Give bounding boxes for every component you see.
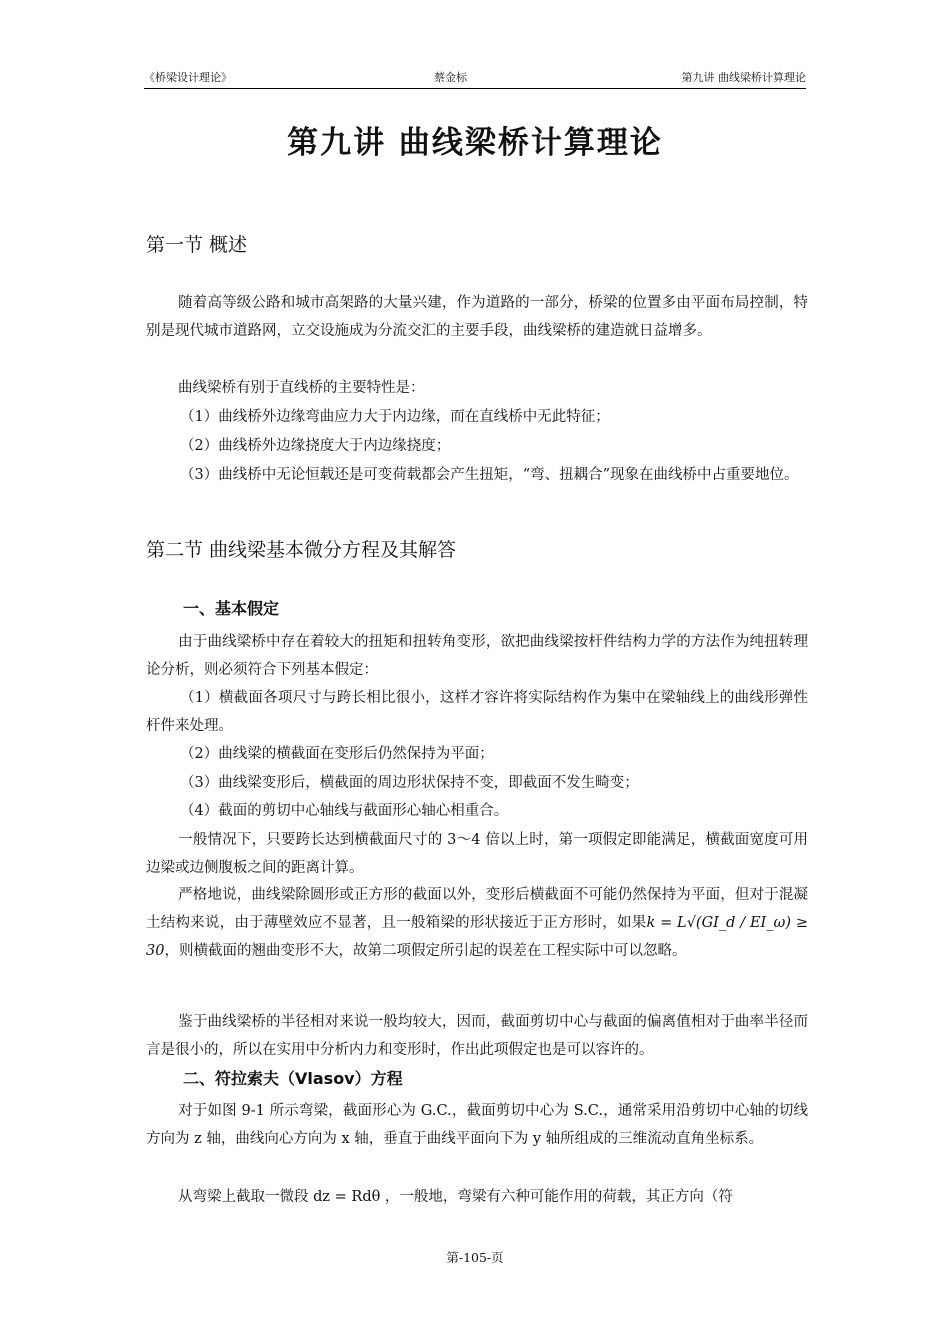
paragraph-text: 曲线梁桥有别于直线桥的主要特性是： <box>178 380 425 396</box>
paragraph-text: ，则横截面的翘曲变形不大，故第二项假定所引起的误差在工程实际中可以忽略。 <box>164 943 687 959</box>
running-header <box>144 70 806 89</box>
formula-k: k = L√(GI_d / EI_ω) ≥ 30 <box>146 915 808 959</box>
section-2-heading: 第二节 曲线梁基本微分方程及其解答 <box>146 539 457 561</box>
list-item: （1）曲线桥外边缘弯曲应力大于内边缘，而在直线桥中无此特征； <box>180 409 610 425</box>
paragraph-text: 由于曲线梁桥中存在着较大的扭矩和扭转角变形，欲把曲线梁按杆件结构力学的方法作为纯扭转理论分析，则必须符合下列基本假定： <box>146 634 808 678</box>
paragraph <box>146 628 808 684</box>
paragraph <box>146 1097 808 1153</box>
paragraph <box>146 1008 808 1064</box>
list-item: （1）横截面各项尺寸与跨长相比很小，这样才容许将实际结构作为集中在梁轴线上的曲线形弹性杆件来处理。 <box>146 690 808 734</box>
subsection-2-heading: 二、符拉索夫（Vlasov）方程 <box>183 1069 403 1088</box>
paragraph-text: 严格地说，曲线梁除圆形或正方形的截面以外，变形后横截面不可能仍然保持为平面，但对于混凝土结构来说，由于薄壁效应不显著，且一般箱梁的形状接近于正方形时，如果 <box>146 887 808 931</box>
paragraph <box>146 374 808 402</box>
page-number: 第-105-页 <box>446 1250 504 1265</box>
header-book-title: 《桥梁设计理论》 <box>144 71 232 84</box>
paragraph-text: 随着高等级公路和城市高架路的大量兴建，作为道路的一部分，桥梁的位置多由平面布局控制，特别是现代城市道路网，立交设施成为分流交汇的主要手段，曲线梁桥的建造就日益增多。 <box>146 295 808 339</box>
subsection-1-heading: 一、基本假定 <box>183 599 280 618</box>
paragraph <box>146 881 808 965</box>
list-item: （3）曲线梁变形后，横截面的周边形状保持不变，即截面不发生畸变； <box>180 775 639 791</box>
list-item: （2）曲线梁的横截面在变形后仍然保持为平面； <box>180 746 494 762</box>
list-item: （3）曲线桥中无论恒载还是可变荷载都会产生扭矩，“弯、扭耦合”现象在曲线桥中占重要地位。 <box>180 467 799 483</box>
paragraph-text: 从弯梁上截取一微段 dz = Rdθ ，一般地，弯梁有六种可能作用的荷载，其正方向（符 <box>178 1189 733 1205</box>
paragraph-text: 一般情况下，只要跨长达到横截面尺寸的 3～4 倍以上时，第一项假定即能满足，横截面宽度可用边梁或边侧腹板之间的距离计算。 <box>146 832 808 876</box>
paragraph-text: 鉴于曲线梁桥的半径相对来说一般均较大，因而，截面剪切中心与截面的偏离值相对于曲率半径而言是很小的，所以在实用中分析内力和变形时，作出此项假定也是可以容许的。 <box>146 1014 808 1058</box>
paragraph <box>146 826 808 882</box>
section-1-heading: 第一节 概述 <box>146 234 248 256</box>
paragraph <box>146 289 808 345</box>
header-chapter: 第九讲 曲线梁桥计算理论 <box>681 71 806 84</box>
page-title: 第九讲 曲线梁桥计算理论 <box>287 125 663 161</box>
paragraph <box>146 1183 808 1211</box>
header-author: 蔡金标 <box>434 71 467 84</box>
list-item: （2）曲线桥外边缘挠度大于内边缘挠度； <box>180 438 451 454</box>
paragraph-text: 对于如图 9-1 所示弯梁，截面形心为 G.C.，截面剪切中心为 S.C.，通常采用沿剪切中心轴的切线方向为 z 轴，曲线向心方向为 x 轴，垂直于曲线平面向下为 y 轴所组成的三维流动直角坐标系。 <box>146 1103 808 1147</box>
list-item: （4）截面的剪切中心轴线与截面形心轴心相重合。 <box>180 803 509 819</box>
